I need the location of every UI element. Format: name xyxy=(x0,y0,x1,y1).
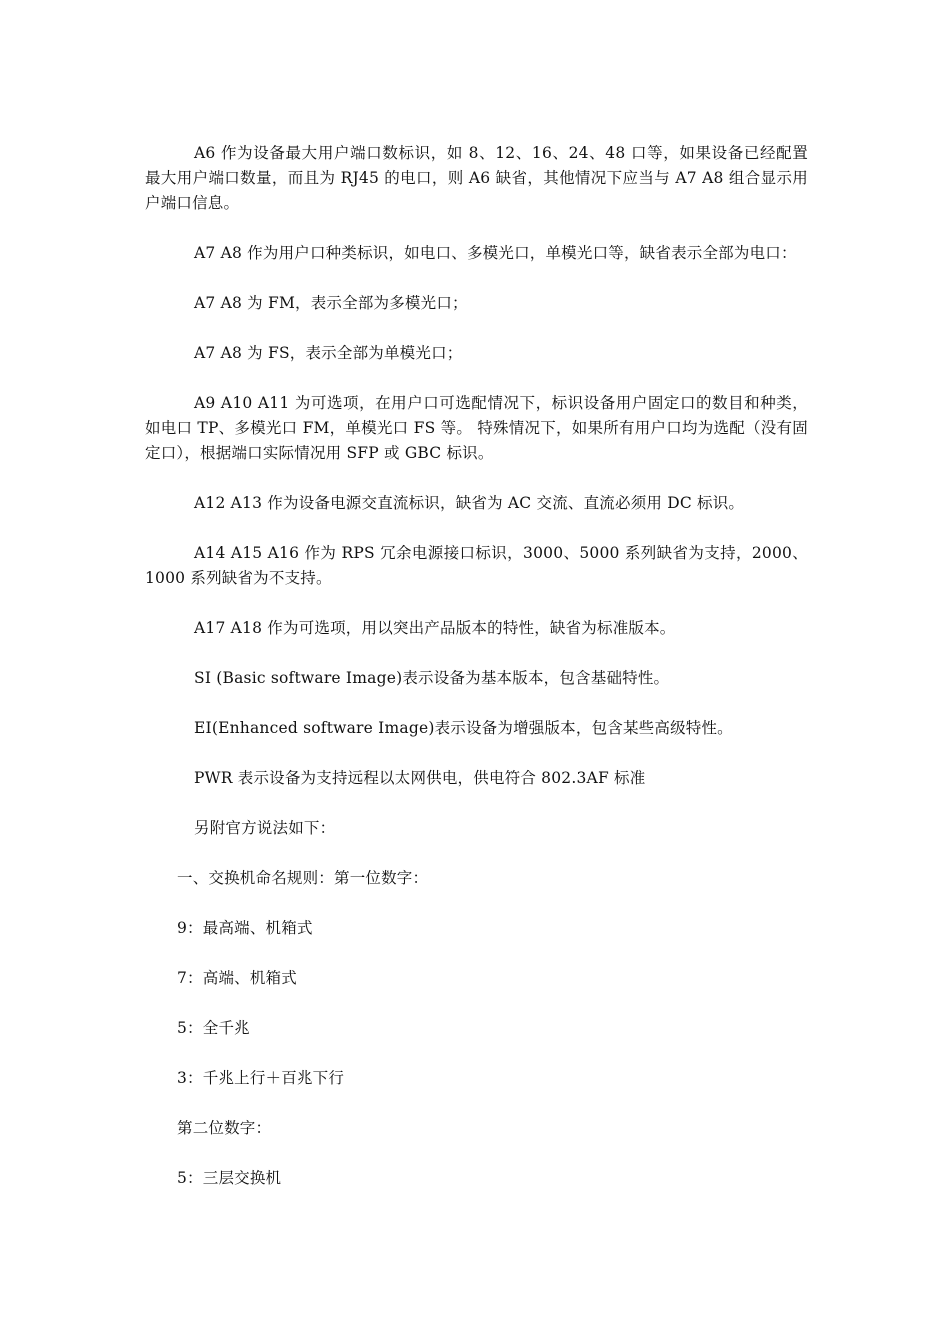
list-item-second-digit: 第二位数字： xyxy=(177,1119,272,1137)
paragraph-a7-a8-fs: A7 A8 为 FS，表示全部为单模光口； xyxy=(194,344,463,362)
list-item-5-layer3: 5：三层交换机 xyxy=(177,1169,282,1187)
list-item-5: 5：全千兆 xyxy=(177,1019,250,1037)
paragraph-a7-a8: A7 A8 作为用户口种类标识，如电口、多模光口，单模光口等，缺省表示全部为电口： xyxy=(194,244,797,262)
paragraph-ei: EI(Enhanced software Image)表示设备为增强版本，包含某些高级特性。 xyxy=(194,719,733,737)
paragraph-a14-a16: A14 A15 A16 作为 RPS 冗余电源接口标识，3000、5000 系列缺省为支持，2000、1000 系列缺省为不支持。 xyxy=(145,544,808,587)
paragraph-official-note: 另附官方说法如下： xyxy=(194,819,336,837)
paragraph-a6: A6 作为设备最大用户端口数标识，如 8、12、16、24、48 口等，如果设备已经配置最大用户端口数量，而且为 RJ45 的电口，则 A6 缺省，其他情况下应当与 A7 A8 组合显示用户端口信息。 xyxy=(145,144,808,212)
list-item-3: 3：千兆上行＋百兆下行 xyxy=(177,1069,345,1087)
list-item-7: 7：高端、机箱式 xyxy=(177,969,297,987)
paragraph-pwr: PWR 表示设备为支持远程以太网供电，供电符合 802.3AF 标准 xyxy=(194,769,646,787)
paragraph-a12-a13: A12 A13 作为设备电源交直流标识，缺省为 AC 交流、直流必须用 DC 标识。 xyxy=(194,494,745,512)
paragraph-a7-a8-fm: A7 A8 为 FM，表示全部为多模光口； xyxy=(194,294,468,312)
list-item-naming-rule: 一、交换机命名规则：第一位数字： xyxy=(177,869,429,887)
paragraph-si: SI (Basic software Image)表示设备为基本版本，包含基础特性。 xyxy=(194,669,670,687)
document-body xyxy=(145,141,808,1216)
list-item-9: 9：最高端、机箱式 xyxy=(177,919,313,937)
paragraph-a17-a18: A17 A18 作为可选项，用以突出产品版本的特性，缺省为标准版本。 xyxy=(194,619,676,637)
paragraph-a9-a11: A9 A10 A11 为可选项，在用户口可选配情况下，标识设备用户固定口的数目和种类，如电口 TP、多模光口 FM，单模光口 FS 等。 特殊情况下，如果所有用户口均为选配（没有固定口），根据端口实际情况用 SFP 或 GBC 标识。 xyxy=(145,394,808,462)
